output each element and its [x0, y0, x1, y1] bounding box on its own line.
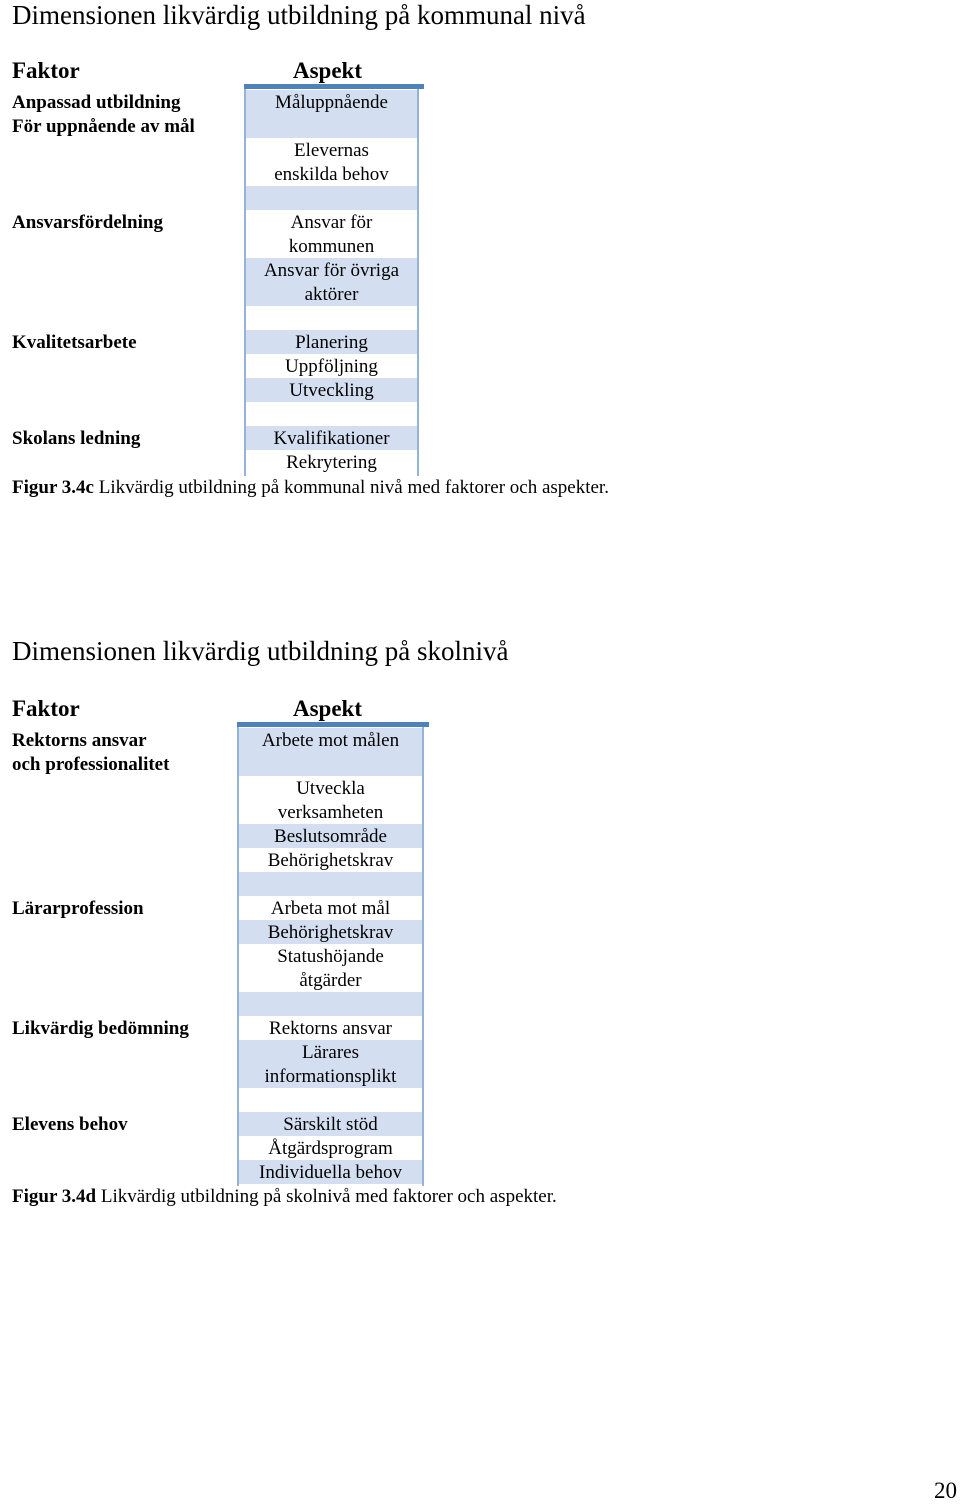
section2-aspect: Lärares: [302, 1042, 359, 1063]
section2-aspect: Individuella behov: [259, 1162, 402, 1183]
section2-aspect: Särskilt stöd: [283, 1114, 378, 1135]
section2-header-factor: Faktor: [12, 696, 80, 721]
section2-aspect: Rektorns ansvar: [269, 1018, 392, 1039]
section2-table-right-border: [422, 727, 424, 1186]
section2-factor: Lärarprofession: [12, 898, 144, 919]
section2-title: Dimensionen likvärdig utbildning på skolnivå: [12, 636, 509, 666]
section1-caption: [12, 476, 609, 500]
section1-aspect: Ansvar för: [290, 212, 373, 233]
section1-aspect: Utveckling: [289, 380, 374, 401]
section1-caption-text: Likvärdig utbildning på kommunal nivå med faktorer och aspekter.: [93, 477, 609, 498]
section2-aspect: informationsplikt: [264, 1066, 397, 1087]
section1-factor: Ansvarsfördelning: [12, 212, 163, 233]
section1-header-factor: Faktor: [12, 58, 80, 83]
section2-aspect: Behörighetskrav: [267, 922, 394, 943]
section2-header-aspect: Aspekt: [293, 696, 363, 721]
section1-band: [246, 186, 417, 210]
section1-aspect: kommunen: [288, 236, 375, 257]
section2-aspect: Arbete mot målen: [261, 730, 400, 751]
section1-factor: Skolans ledning: [12, 428, 141, 449]
section2-aspect: Åtgärdsprogram: [268, 1138, 393, 1159]
section2-caption-label: Figur 3.4d: [12, 1186, 97, 1207]
section2-table-top-rule: [237, 722, 429, 727]
section2-factor: Rektorns ansvar: [12, 730, 147, 751]
section2-band: [239, 992, 422, 1016]
section1-header-aspect: Aspekt: [293, 58, 363, 83]
section1-table-right-border: [417, 89, 419, 476]
section2-factor: och professionalitet: [12, 754, 170, 775]
section1-aspect: Planering: [295, 332, 368, 353]
page-number: 20: [934, 1478, 957, 1503]
section2-aspect: verksamheten: [277, 802, 384, 823]
section1-title: Dimensionen likvärdig utbildning på kommunal nivå: [12, 0, 586, 30]
section1-table-top-rule: [244, 84, 424, 89]
section1-aspect: Måluppnående: [275, 92, 388, 113]
section2-aspect: Statushöjande: [277, 946, 384, 967]
section2-aspect: Arbeta mot mål: [270, 898, 391, 919]
section1-aspect: Uppföljning: [285, 356, 378, 377]
section1-aspect: enskilda behov: [274, 164, 389, 185]
section2-aspect: åtgärder: [299, 970, 362, 991]
section2-caption-text: Likvärdig utbildning på skolnivå med faktorer och aspekter.: [96, 1186, 557, 1207]
section1-aspect: Ansvar för övriga: [263, 260, 400, 281]
section2-factor: Elevens behov: [12, 1114, 128, 1135]
section1-aspect: Elevernas: [294, 140, 369, 161]
section1-aspect: Rekrytering: [286, 452, 377, 473]
section2-factor: Likvärdig bedömning: [12, 1018, 189, 1039]
section2-aspect: Behörighetskrav: [267, 850, 394, 871]
section2-caption: [12, 1185, 557, 1209]
section2-band: [239, 872, 422, 896]
section1-factor: För uppnående av mål: [12, 116, 195, 137]
section1-aspect: Kvalifikationer: [273, 428, 390, 449]
section2-aspect: Beslutsområde: [274, 826, 387, 847]
section1-factor: Anpassad utbildning: [12, 92, 181, 113]
section1-factor: Kvalitetsarbete: [12, 332, 137, 353]
section1-caption-label: Figur 3.4c: [12, 477, 94, 498]
section2-aspect: Utveckla: [296, 778, 365, 799]
section1-aspect: aktörer: [304, 284, 359, 305]
